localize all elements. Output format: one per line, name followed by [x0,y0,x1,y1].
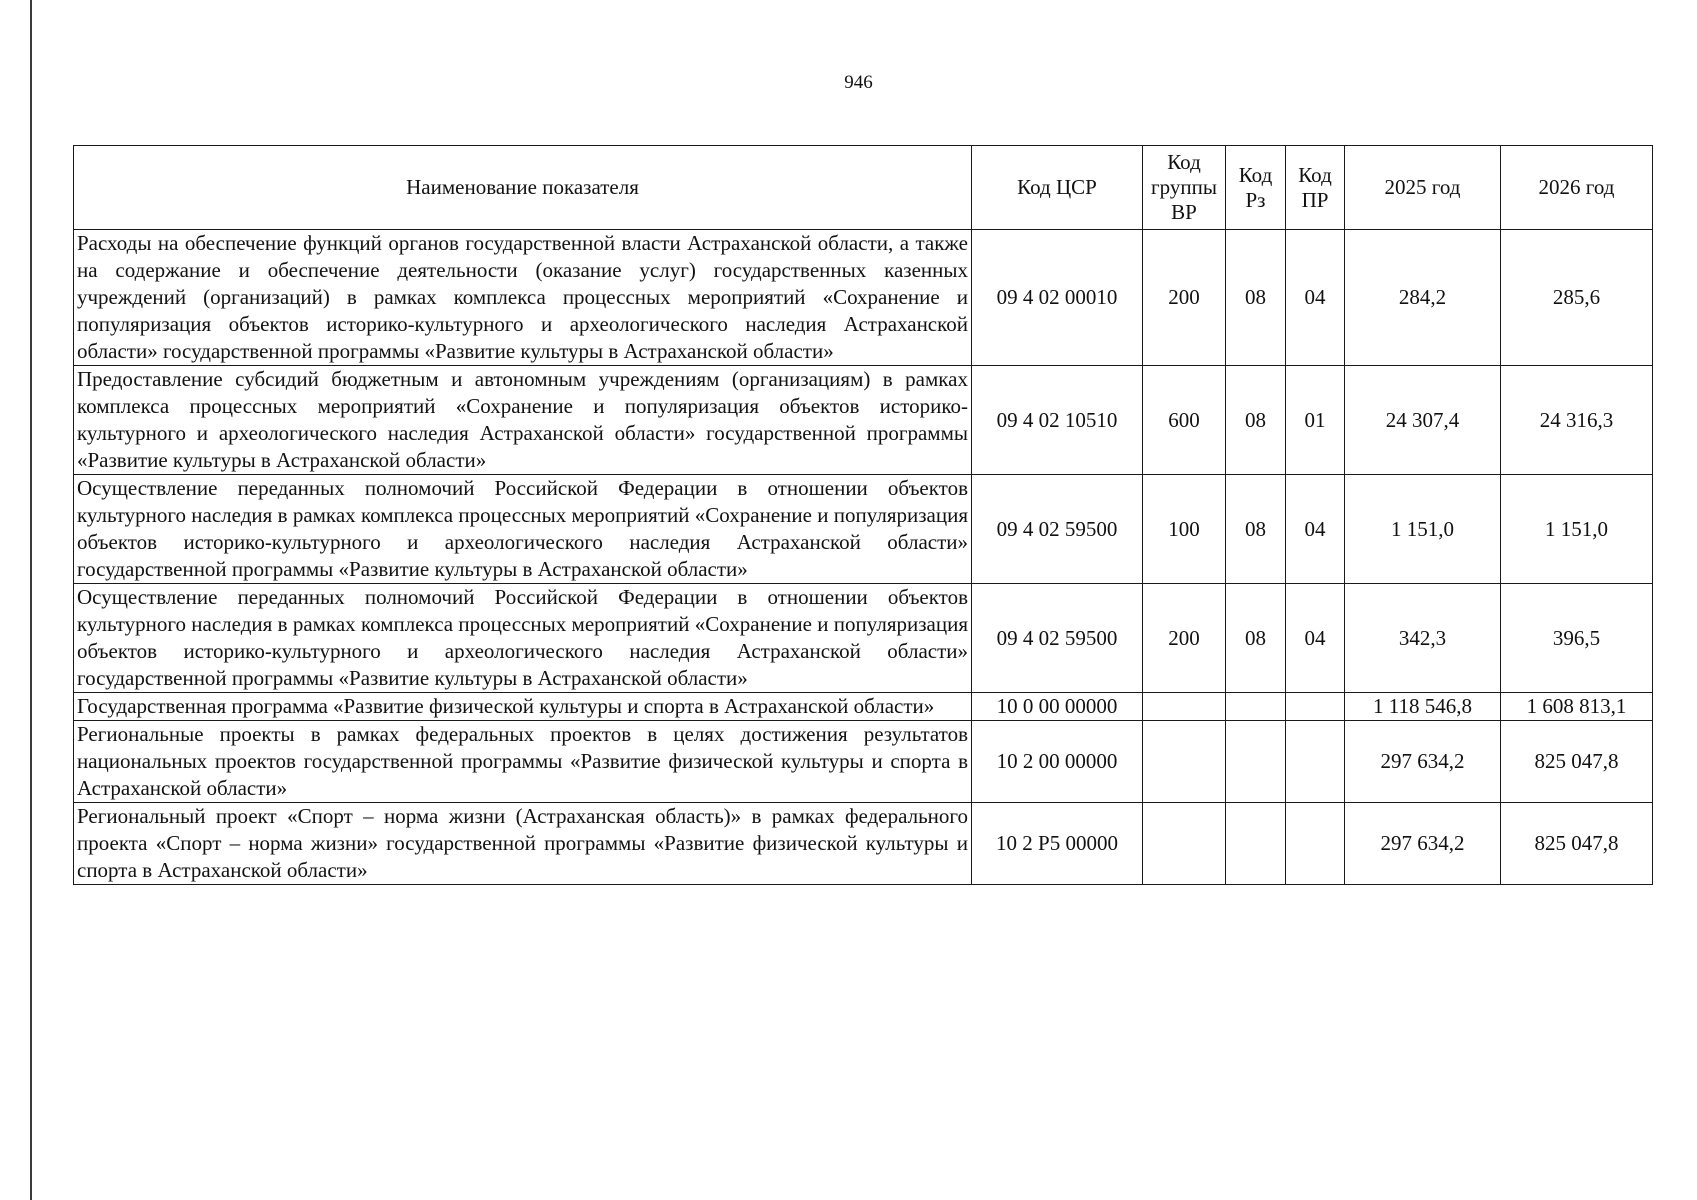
header-vr-code: Код группы ВР [1143,146,1226,230]
row-csr-cell: 09 4 02 59500 [972,475,1143,584]
row-2026-cell: 396,5 [1501,584,1653,693]
row-name-cell: Региональные проекты в рамках федеральных проектов в целях достижения результатов национальных проектов государственной программы «Развитие физической культуры и спорта в Астраханской области» [74,721,972,803]
row-2026-cell: 1 151,0 [1501,475,1653,584]
row-2025-cell: 1 151,0 [1345,475,1501,584]
row-vr-cell: 600 [1143,366,1226,475]
row-vr-cell: 200 [1143,584,1226,693]
row-2025-cell: 1 118 546,8 [1345,693,1501,721]
row-2025-cell: 284,2 [1345,230,1501,366]
row-rz-cell: 08 [1226,230,1286,366]
page-number: 946 [844,72,873,93]
row-name-cell: Предоставление субсидий бюджетным и автономным учреждениям (организациям) в рамках комплекса процессных мероприятий «Сохранение и популяризация объектов историко-культурного и археологического наследия Астраханской области» государственной программы «Развитие культуры в Астраханской области» [74,366,972,475]
row-2025-cell: 297 634,2 [1345,721,1501,803]
left-margin-line [30,0,32,1200]
row-rz-cell: 08 [1226,366,1286,475]
table-row [74,693,1653,721]
row-2025-cell: 342,3 [1345,584,1501,693]
row-rz-cell [1226,803,1286,885]
table-row [74,366,1653,475]
table-row [74,721,1653,803]
row-2026-cell: 1 608 813,1 [1501,693,1653,721]
table-row [74,475,1653,584]
row-vr-cell [1143,721,1226,803]
row-vr-cell: 100 [1143,475,1226,584]
row-pr-cell: 04 [1286,475,1345,584]
table-row [74,803,1653,885]
row-name-cell: Расходы на обеспечение функций органов государственной власти Астраханской области, а также на содержание и обеспечение деятельности (оказание услуг) государственных казенных учреждений (организаций) в рамках комплекса процессных мероприятий «Сохранение и популяризация объектов историко-культурного и археологического наследия Астраханской области» государственной программы «Развитие культуры в Астраханской области» [74,230,972,366]
row-2026-cell: 825 047,8 [1501,721,1653,803]
row-pr-cell: 04 [1286,584,1345,693]
header-csr-code: Код ЦСР [972,146,1143,230]
table-row [74,584,1653,693]
table-row [74,230,1653,366]
row-csr-cell: 09 4 02 00010 [972,230,1143,366]
row-rz-cell: 08 [1226,584,1286,693]
header-rz-code: Код Рз [1226,146,1286,230]
row-2025-cell: 24 307,4 [1345,366,1501,475]
row-name-cell: Региональный проект «Спорт – норма жизни (Астраханская область)» в рамках федерального проекта «Спорт – норма жизни» государственной программы «Развитие физической культуры и спорта в Астраханской области» [74,803,972,885]
table-header-row [74,146,1653,230]
row-vr-cell [1143,693,1226,721]
row-name-cell: Осуществление переданных полномочий Российской Федерации в отношении объектов культурного наследия в рамках комплекса процессных мероприятий «Сохранение и популяризация объектов историко-культурного и археологического наследия Астраханской области» государственной программы «Развитие культуры в Астраханской области» [74,584,972,693]
row-rz-cell: 08 [1226,475,1286,584]
row-vr-cell [1143,803,1226,885]
row-name-cell: Государственная программа «Развитие физической культуры и спорта в Астраханской области» [74,693,972,721]
row-rz-cell [1226,721,1286,803]
header-pr-code: Код ПР [1286,146,1345,230]
row-pr-cell: 01 [1286,366,1345,475]
row-csr-cell: 10 2 00 00000 [972,721,1143,803]
header-name: Наименование показателя [74,146,972,230]
row-pr-cell [1286,721,1345,803]
row-rz-cell [1226,693,1286,721]
row-vr-cell: 200 [1143,230,1226,366]
row-pr-cell [1286,803,1345,885]
row-csr-cell: 10 0 00 00000 [972,693,1143,721]
row-csr-cell: 10 2 P5 00000 [972,803,1143,885]
row-pr-cell [1286,693,1345,721]
row-name-cell: Осуществление переданных полномочий Российской Федерации в отношении объектов культурного наследия в рамках комплекса процессных мероприятий «Сохранение и популяризация объектов историко-культурного и археологического наследия Астраханской области» государственной программы «Развитие культуры в Астраханской области» [74,475,972,584]
row-2026-cell: 24 316,3 [1501,366,1653,475]
row-pr-cell: 04 [1286,230,1345,366]
header-year-2026: 2026 год [1501,146,1653,230]
row-csr-cell: 09 4 02 59500 [972,584,1143,693]
row-2025-cell: 297 634,2 [1345,803,1501,885]
row-csr-cell: 09 4 02 10510 [972,366,1143,475]
header-year-2025: 2025 год [1345,146,1501,230]
row-2026-cell: 825 047,8 [1501,803,1653,885]
row-2026-cell: 285,6 [1501,230,1653,366]
budget-table [73,145,1653,885]
